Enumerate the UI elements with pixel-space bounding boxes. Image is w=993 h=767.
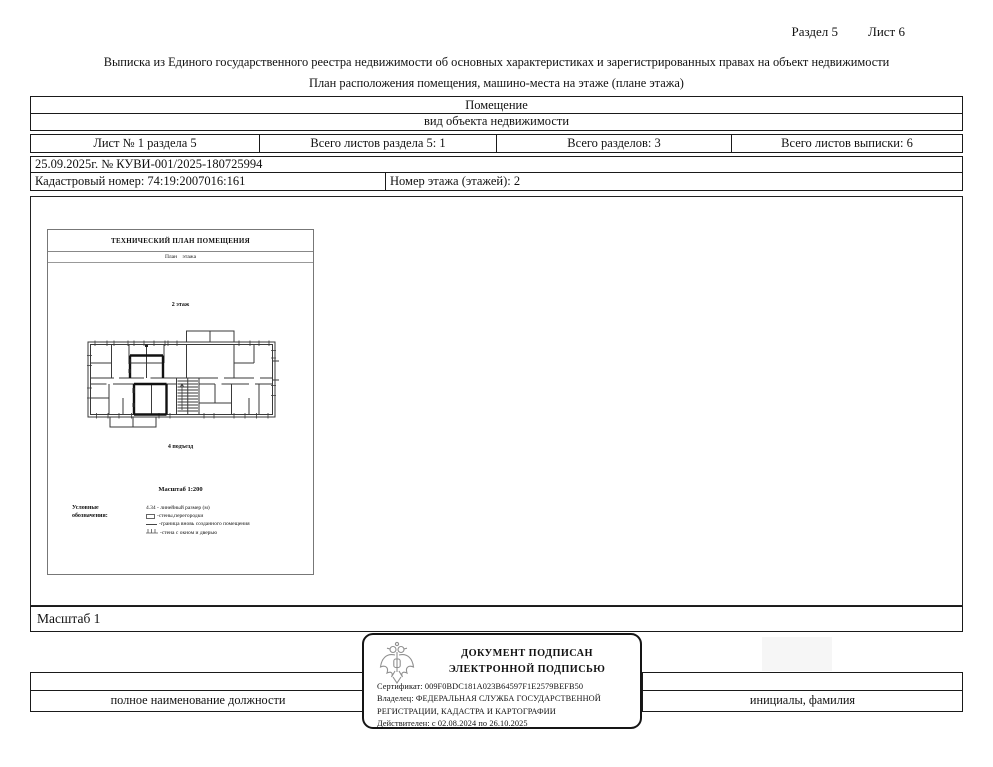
stamp-title xyxy=(422,646,632,678)
document-title: Выписка из Единого государственного реестра недвижимости об основных характеристиках и зарегистрированных правах на объект недвижимости xyxy=(103,55,890,69)
signature-blank-row xyxy=(643,673,962,691)
sheet-info-cell: Лист № 1 раздела 5 xyxy=(93,136,197,150)
section-number: Раздел 5 xyxy=(791,24,839,39)
certificate-owner-line2: РЕГИСТРАЦИИ, КАДАСТРА И КАРТОГРАФИИ xyxy=(377,706,556,716)
window-wall-symbol-icon xyxy=(146,528,158,537)
extract-date-number: 25.09.2025г. № КУВИ-001/2025-180725994 xyxy=(31,157,962,173)
legend-item-dimension: 4.34 - линейный размер (м) xyxy=(146,505,210,511)
scale-row: Масштаб 1 xyxy=(30,606,963,632)
legend-item-window-wall: -стена с окном и дверью xyxy=(146,528,250,537)
registry-info-table xyxy=(30,156,963,191)
plan-scale-label: Масштаб 1:200 xyxy=(158,486,203,493)
sheet-info-cell: Всего листов раздела 5: 1 xyxy=(259,135,496,152)
position-signature-table xyxy=(30,672,366,712)
object-type-value: Помещение xyxy=(31,97,962,114)
legend-item-boundary: -граница вновь созданного помещения xyxy=(146,520,250,528)
sheet-info-row xyxy=(30,134,963,153)
technical-plan-title: ТЕХНИЧЕСКИЙ ПЛАН ПОМЕЩЕНИЯ xyxy=(48,230,313,252)
document-subtitle: План расположения помещения, машино-места на этаже (плане этажа) xyxy=(309,76,684,90)
signature-blank-row xyxy=(31,673,365,691)
certificate-validity: Действителен: с 02.08.2024 по 26.10.2025 xyxy=(377,718,528,728)
name-caption: инициалы, фамилия xyxy=(749,693,856,707)
floor-label: 2 этаж xyxy=(171,302,190,308)
stamp-details xyxy=(377,681,635,730)
sheet-info-cell: Всего разделов: 3 xyxy=(496,135,731,152)
certificate-owner-line1: Владелец: ФЕДЕРАЛЬНАЯ СЛУЖБА ГОСУДАРСТВЕННОЙ xyxy=(377,694,601,704)
name-signature-table xyxy=(642,672,963,712)
stamp-title-line1: ДОКУМЕНТ ПОДПИСАН xyxy=(461,648,593,659)
floor-plan-drawing xyxy=(84,328,279,433)
sheet-number: Лист 6 xyxy=(868,24,905,39)
boundary-symbol-icon xyxy=(146,524,157,525)
wall-symbol-icon xyxy=(146,514,155,519)
position-caption: полное наименование должности xyxy=(110,693,286,707)
sheet-info-cell: Всего листов выписки: 6 xyxy=(731,135,962,152)
technical-plan-subtitle: План этажа xyxy=(48,252,313,263)
floor-number: Номер этажа (этажей): 2 xyxy=(390,174,521,188)
object-type-caption: вид объекта недвижимости xyxy=(423,114,570,128)
legend-title: Условные обозначения: xyxy=(72,505,108,519)
page-corner-labels xyxy=(791,24,905,40)
watermark-artifact xyxy=(762,637,832,671)
legend-item-walls: -стены,перегородки xyxy=(146,512,250,520)
digital-signature-stamp xyxy=(362,633,642,729)
cadastral-number: Кадастровый номер: 74:19:2007016:161 xyxy=(31,173,386,190)
legend xyxy=(72,504,302,537)
technical-plan-document xyxy=(47,229,314,575)
certificate-number: Сертификат: 009F0BDC181A023B64597F1E2579BEFB50 xyxy=(377,682,584,691)
stamp-title-line2: ЭЛЕКТРОННОЙ ПОДПИСЬЮ xyxy=(448,664,606,675)
plan-container xyxy=(30,196,963,606)
object-type-table xyxy=(30,96,963,131)
entrance-label: 4 подъезд xyxy=(167,444,194,450)
